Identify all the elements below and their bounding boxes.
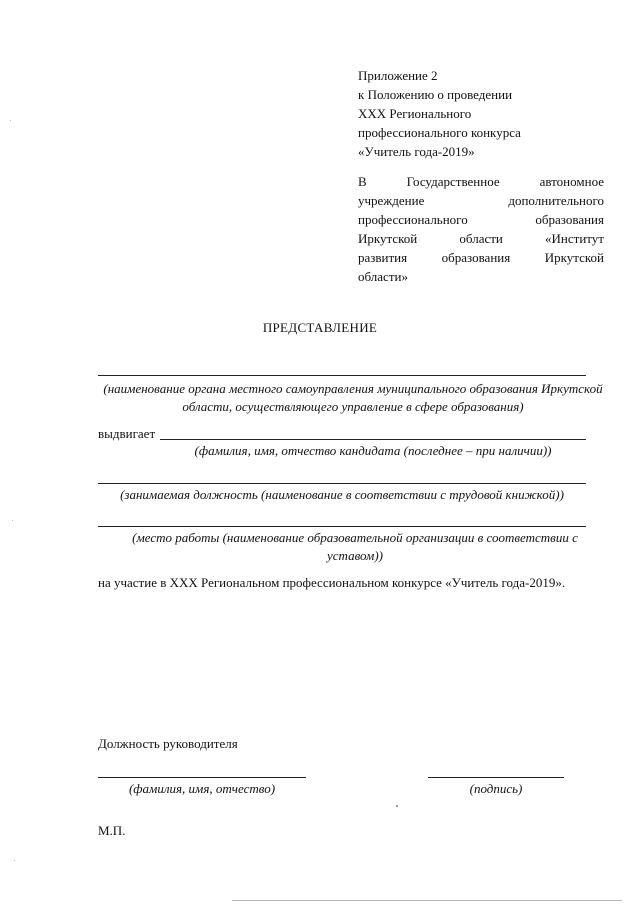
scan-speck <box>14 860 15 861</box>
addressee-line: профессионального образования <box>358 212 604 227</box>
appendix-line: «Учитель года-2019» <box>358 144 475 159</box>
signature-line[interactable] <box>428 777 564 778</box>
appendix-line: к Положению о проведении <box>358 87 513 102</box>
addressee-block <box>358 172 604 286</box>
scan-speck <box>10 120 11 121</box>
addressee-line: Иркутской области «Институт <box>358 231 604 246</box>
workplace-field-line[interactable] <box>98 526 586 527</box>
participation-text: на участие в XXX Региональном профессиональном конкурсе «Учитель года-2019». <box>98 575 566 590</box>
position-field-line[interactable] <box>98 483 586 484</box>
organ-field-caption: (наименование органа местного самоуправления муниципального образования Иркутской области, осуществляющего управление в сфере образования) <box>103 381 603 414</box>
position-field-caption: (занимаемая должность (наименование в соответствии с трудовой книжкой)) <box>120 487 564 502</box>
workplace-field-caption: (место работы (наименование образовательной организации в соответствии с уставом)) <box>132 530 578 563</box>
signature-caption: (подпись) <box>469 781 523 796</box>
head-name-line[interactable] <box>98 777 306 778</box>
candidate-field-caption: (фамилия, имя, отчество кандидата (последнее – при наличии)) <box>194 443 552 458</box>
appendix-line: Приложение 2 <box>358 68 438 83</box>
head-name-caption: (фамилия, имя, отчество) <box>128 781 276 796</box>
stamp-label: М.П. <box>98 823 126 838</box>
addressee-line: области» <box>358 269 408 284</box>
head-position-label: Должность руководителя <box>98 736 238 751</box>
organ-field-line[interactable] <box>98 375 586 376</box>
scan-edge-line <box>232 900 622 901</box>
nominates-label: выдвигает <box>98 426 156 441</box>
appendix-line: XXX Регионального <box>358 106 472 121</box>
addressee-line: учреждение дополнительного <box>358 193 604 208</box>
scan-speck <box>12 520 13 521</box>
appendix-line: профессионального конкурса <box>358 125 521 140</box>
scan-speck <box>396 805 398 807</box>
addressee-line: развития образования Иркутской <box>358 250 604 265</box>
addressee-line: В Государственное автономное <box>358 174 604 189</box>
document-title: ПРЕДСТАВЛЕНИЕ <box>262 320 378 335</box>
appendix-header <box>358 66 608 161</box>
candidate-field-line[interactable] <box>160 439 586 440</box>
